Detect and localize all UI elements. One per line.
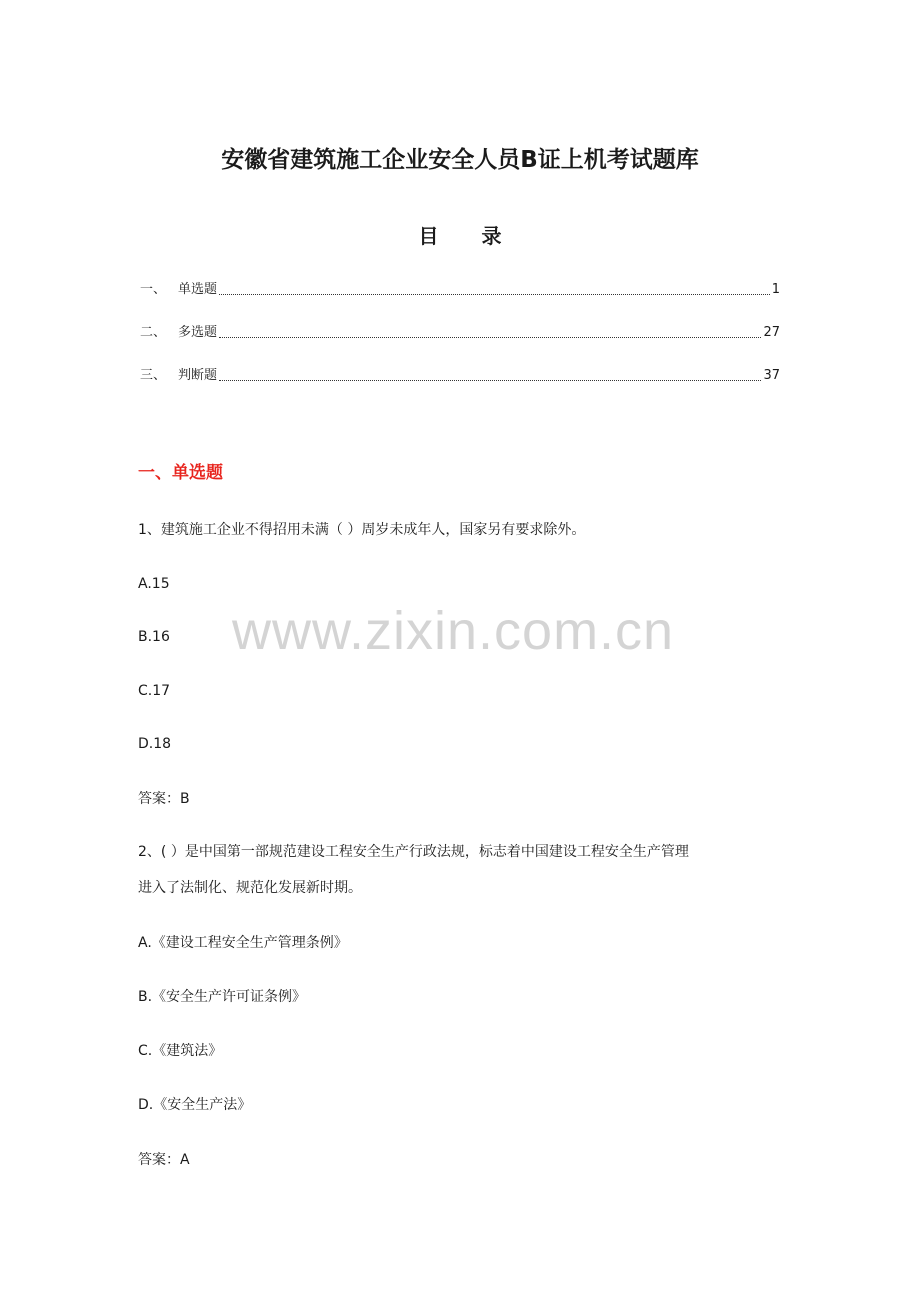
section-heading: 一、单选题	[138, 463, 223, 483]
toc-entry-label: 多选题	[178, 325, 218, 340]
question-stem: 1、建筑施工企业不得招用未满（ ）周岁未成年人，国家另有要求除外。	[138, 522, 586, 538]
toc-entry-single-choice[interactable]	[140, 279, 780, 301]
toc-entry-label: 单选题	[178, 282, 218, 297]
question-answer: 答案：B	[138, 791, 190, 807]
question-option: A.《建设工程安全生产管理条例》	[138, 935, 348, 951]
watermark: www.zixin.com.cn	[232, 601, 675, 661]
toc-entry-number: 二、	[140, 325, 167, 340]
toc-entry-page: 27	[763, 325, 780, 340]
toc-entry-page: 1	[771, 282, 780, 297]
toc-dot-leader	[219, 379, 761, 381]
question-stem-continued: 进入了法制化、规范化发展新时期。	[138, 880, 362, 896]
toc-dot-leader	[219, 293, 770, 295]
question-option: B.《安全生产许可证条例》	[138, 989, 307, 1005]
toc-entry-page: 37	[763, 368, 780, 383]
toc-entry-true-false[interactable]	[140, 365, 780, 387]
toc-entry-label: 判断题	[178, 368, 218, 383]
question-answer: 答案：A	[138, 1152, 190, 1168]
toc-dot-leader	[219, 336, 761, 338]
question-option: A.15	[138, 576, 170, 592]
toc-entry-number: 三、	[140, 368, 167, 383]
toc-entry-multiple-choice[interactable]	[140, 322, 780, 344]
toc-heading: 目 录	[418, 224, 520, 248]
question-option: D.《安全生产法》	[138, 1097, 252, 1113]
document-title: 安徽省建筑施工企业安全人员B证上机考试题库	[221, 147, 699, 173]
question-stem: 2、( ）是中国第一部规范建设工程安全生产行政法规，标志着中国建设工程安全生产管理	[138, 844, 689, 860]
question-option: D.18	[138, 736, 172, 752]
question-option: C.《建筑法》	[138, 1043, 223, 1059]
question-option: B.16	[138, 629, 170, 645]
question-option: C.17	[138, 683, 171, 699]
toc-entry-number: 一、	[140, 282, 167, 297]
